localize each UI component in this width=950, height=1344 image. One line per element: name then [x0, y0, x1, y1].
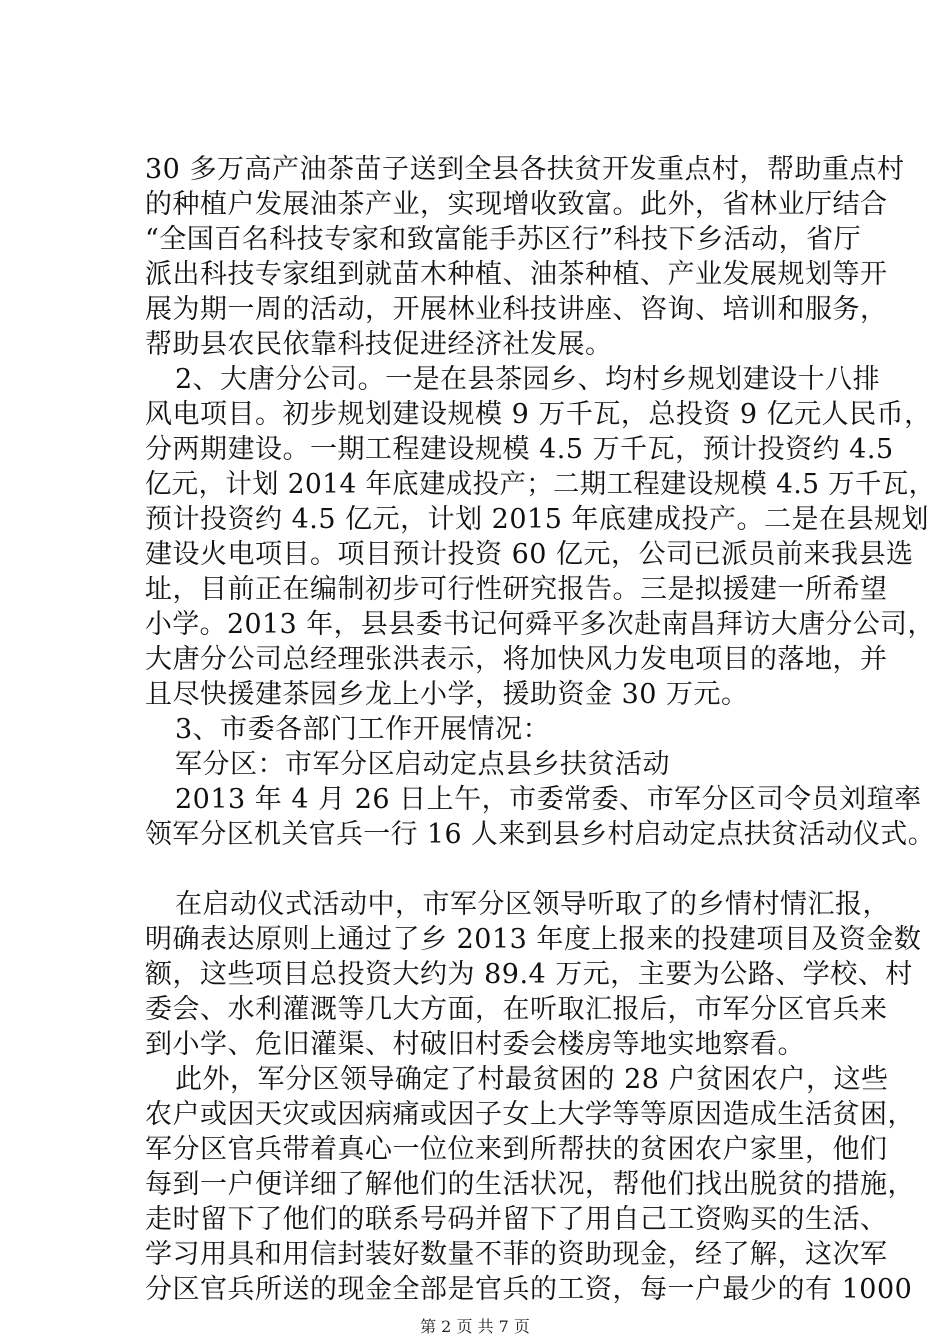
text-line: 军分区官兵带着真心一位位来到所帮扶的贫困农户家里，他们: [145, 1134, 888, 1165]
text-line: 领军分区机关官兵一行 16 人来到县乡村启动定点扶贫活动仪式。: [145, 819, 936, 850]
text-line: 2、大唐分公司。一是在县茶园乡、均村乡规划建设十八排: [175, 364, 881, 395]
page-footer: 第 2 页 共 7 页: [420, 1317, 530, 1336]
text-line: 小学。2013 年，县县委书记何舜平多次赴南昌拜访大唐分公司，: [145, 609, 935, 640]
text-line: 学习用具和用信封装好数量不菲的资助现金，经了解，这次军: [145, 1239, 888, 1270]
text-line: 在启动仪式活动中，市军分区领导听取了的乡情村情汇报，: [175, 889, 890, 920]
text-line: 派出科技专家组到就苗木种植、油茶种植、产业发展规划等开: [145, 259, 888, 290]
text-line: 风电项目。初步规划建设规模 9 万千瓦，总投资 9 亿元人民币，: [145, 399, 932, 430]
text-line: 址，目前正在编制初步可行性研究报告。三是拟援建一所希望: [145, 574, 888, 605]
text-line: 建设火电项目。项目预计投资 60 亿元，公司已派员前来我县选: [145, 539, 914, 570]
text-line: 到小学、危旧灌渠、村破旧村委会楼房等地实地察看。: [145, 1029, 805, 1060]
text-line: 3、市委各部门工作开展情况：: [175, 714, 551, 745]
text-line: 委会、水利灌溉等几大方面，在听取汇报后，市军分区官兵来: [145, 994, 888, 1025]
text-line: 此外，军分区领导确定了村最贫困的 28 户贫困农户，这些: [175, 1064, 889, 1095]
text-line: 2013 年 4 月 26 日上午，市委常委、市军分区司令员刘瑄率: [175, 784, 922, 815]
text-line: 分两期建设。一期工程建设规模 4.5 万千瓦，预计投资约 4.5: [145, 434, 894, 465]
text-line: 帮助县农民依靠科技促进经济社发展。: [145, 329, 613, 360]
text-line: 展为期一周的活动，开展林业科技讲座、咨询、培训和服务，: [145, 294, 888, 325]
text-line: 军分区：市军分区启动定点县乡扶贫活动: [175, 749, 670, 780]
text-line: 且尽快援建茶园乡龙上小学，援助资金 30 万元。: [145, 679, 749, 710]
text-line: 30 多万高产油茶苗子送到全县各扶贫开发重点村，帮助重点村: [145, 154, 905, 185]
text-line: “全国百名科技专家和致富能手苏区行”科技下乡活动，省厅: [145, 224, 862, 255]
text-line: 预计投资约 4.5 亿元，计划 2015 年底建成投产。二是在县规划: [145, 504, 929, 535]
text-line: 农户或因天灾或因病痛或因子女上大学等等原因造成生活贫困，: [145, 1099, 915, 1130]
text-line: 大唐分公司总经理张洪表示，将加快风力发电项目的落地，并: [145, 644, 888, 675]
text-line: 的种植户发展油茶产业，实现增收致富。此外，省林业厅结合: [145, 189, 888, 220]
text-line: 每到一户便详细了解他们的生活状况，帮他们找出脱贫的措施，: [145, 1169, 915, 1200]
text-line: 亿元，计划 2014 年底建成投产；二期工程建设规模 4.5 万千瓦，: [145, 469, 936, 500]
text-line: 分区官兵所送的现金全部是官兵的工资，每一户最少的有 1000: [145, 1274, 913, 1305]
text-line: 走时留下了他们的联系号码并留下了用自己工资购买的生活、: [145, 1204, 888, 1235]
text-line: 额，这些项目总投资大约为 89.4 万元，主要为公路、学校、村: [145, 959, 913, 990]
text-line: 明确表达原则上通过了乡 2013 年度上报来的投建项目及资金数: [145, 924, 922, 955]
